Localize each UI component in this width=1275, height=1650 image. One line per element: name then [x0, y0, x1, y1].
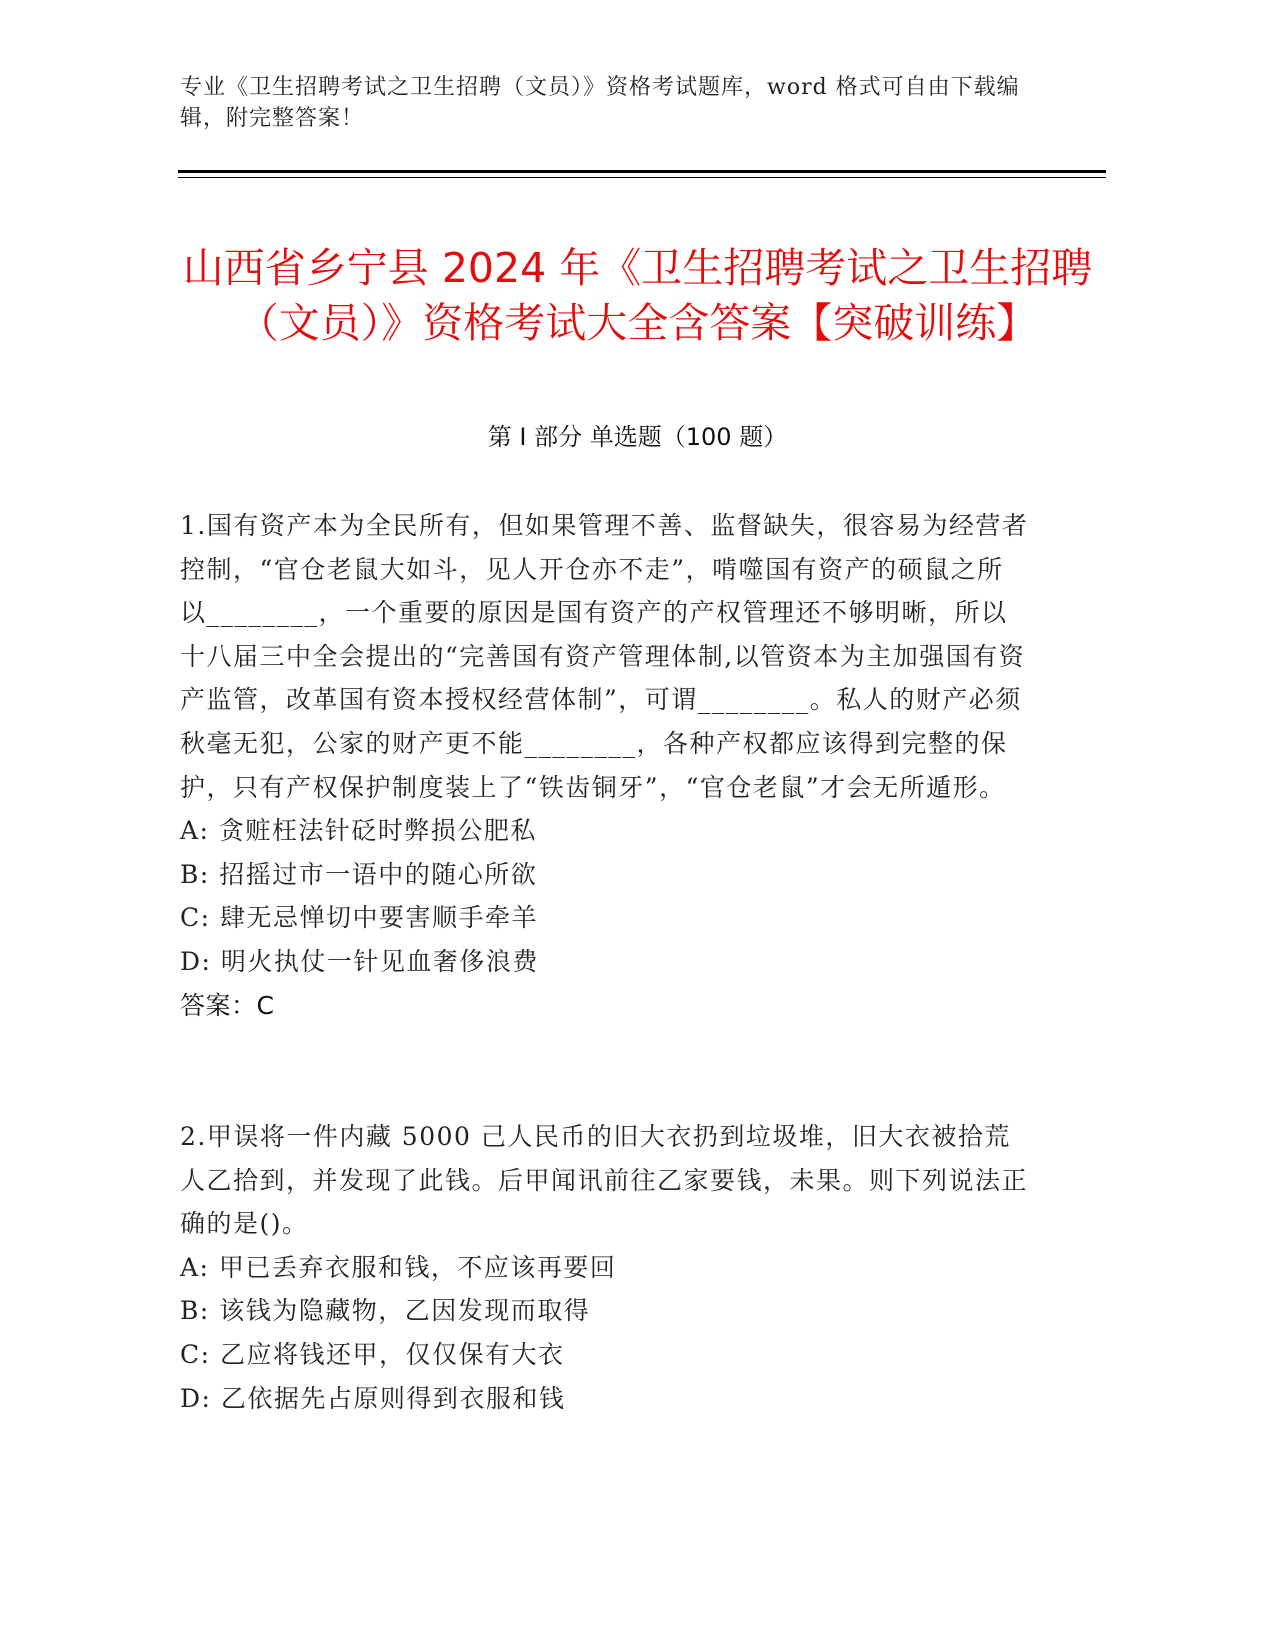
question-stem: 1.国有资产本为全民所有，但如果管理不善、监督缺失，很容易为经营者控制，“官仓老鼠大如斗，见人开仓亦不走”，啃噬国有资产的硕鼠之所以________，一个重要的原因是国有资产的产权管理还不够明晰，所以十八届三中全会提出的“完善国有资产管理体制,以管资本为主加强国有资产监管，改革国有资本授权经营体制”，可谓________。私人的财产必须秋毫无犯，公家的财产更不能________，各种产权都应该得到完整的保护，只有产权保护制度装上了“铁齿铜牙”，“官仓老鼠”才会无所遁形。 [180, 511, 1029, 802]
option-d: D: 明火执仗一针见血奢侈浪费 [180, 946, 539, 976]
header-note: 专业《卫生招聘考试之卫生招聘（文员）》资格考试题库，word 格式可自由下载编辑，附完整答案！ [180, 75, 1020, 131]
option-b: B: 招摇过市一语中的随心所欲 [180, 859, 538, 889]
option-c: C: 肆无忌惮切中要害顺手牵羊 [180, 903, 538, 933]
answer: 答案：C [180, 990, 275, 1020]
section-heading: 第 I 部分 单选题（100 题） [487, 423, 788, 451]
option-c: C: 乙应将钱还甲，仅仅保有大衣 [180, 1339, 565, 1369]
question-1 [180, 504, 1030, 1027]
question-stem: 2.甲误将一件内藏 5000 己人民币的旧大衣扔到垃圾堆，旧大衣被拾荒人乙拾到，并发现了此钱。后甲闻讯前往乙家要钱，未果。则下列说法正确的是()。 [180, 1122, 1029, 1239]
question-2 [180, 1115, 1030, 1420]
option-d: D: 乙依据先占原则得到衣服和钱 [180, 1383, 566, 1413]
header-rule-thin [178, 177, 1106, 178]
document-title: 山西省乡宁县 2024 年《卫生招聘考试之卫生招聘（文员）》资格考试大全含答案【突破训练】 [182, 244, 1093, 348]
header-rule-thick [178, 170, 1106, 173]
option-a: A: 贪赃枉法针砭时弊损公肥私 [180, 816, 537, 846]
option-b: B: 该钱为隐藏物，乙因发现而取得 [180, 1296, 591, 1326]
option-a: A: 甲已丢弃衣服和钱，不应该再要回 [180, 1252, 617, 1282]
